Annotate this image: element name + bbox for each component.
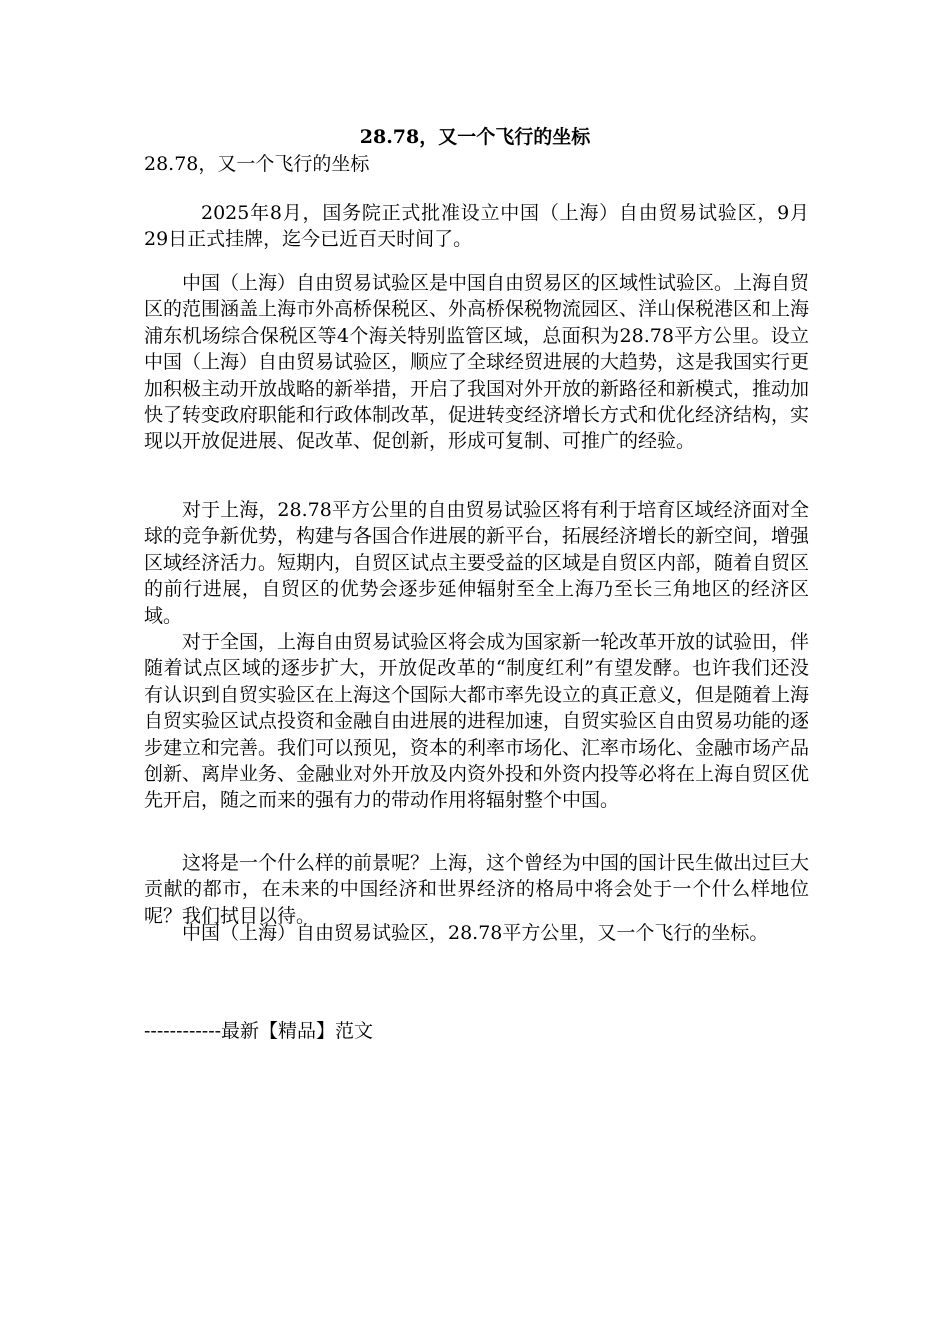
paragraph-nation: 对于全国，上海自由贸易试验区将会成为国家新一轮改革开放的试验田，伴随着试点区域的逐步扩大，开放促改革的“制度红利”有望发酵。也许我们还没有认识到自贸实验区在上海这个国际大都市率先设立的真正意义，但是随着上海自贸实验区试点投资和金融自由进展的进程加速，自贸实验区自由贸易功能的逐步建立和完善。我们可以预见，资本的利率市场化、汇率市场化、金融市场产品创新、离岸业务、金融业对外开放及内资外投和外资内投等必将在上海自贸区优先开启，随之而来的强有力的带动作用将辐射整个中国。: [144, 631, 810, 812]
paragraph-intro: 2025年8月，国务院正式批准设立中国（上海）自由贸易试验区，9月29日正式挂牌，迄今已近百天时间了。: [144, 202, 809, 251]
document-title: 28.78，又一个飞行的坐标: [359, 126, 591, 148]
document-footer: ------------最新【精品】范文: [144, 1020, 374, 1042]
paragraph-outlook: 这将是一个什么样的前景呢？上海，这个曾经为中国的国计民生做出过巨大贡献的都市，在未来的中国经济和世界经济的格局中将会处于一个什么样地位呢？我们拭目以待。: [144, 852, 810, 927]
paragraph-shanghai: 对于上海，28.78平方公里的自由贸易试验区将有利于培育区域经济面对全球的竞争新优势，构建与各国合作进展的新平台，拓展经济增长的新空间，增强区域经济活力。短期内，自贸区试点主要受益的区域是自贸区内部，随着自贸区的前行进展，自贸区的优势会逐步延伸辐射至全上海乃至长三角地区的经济区域。: [144, 499, 810, 627]
document-subtitle: 28.78，又一个飞行的坐标: [144, 153, 370, 175]
paragraph-overview: 中国（上海）自由贸易试验区是中国自由贸易区的区域性试验区。上海自贸区的范围涵盖上海市外高桥保税区、外高桥保税物流园区、洋山保税港区和上海浦东机场综合保税区等4个海关特别监管区域，总面积为28.78平方公里。设立中国（上海）自由贸易试验区，顺应了全球经贸进展的大趋势，这是我国实行更加积极主动开放战略的新举措，开启了我国对外开放的新路径和新模式，推动加快了转变政府职能和行政体制改革，促进转变经济增长方式和优化经济结构，实现以开放促进展、促改革、促创新，形成可复制、可推广的经验。: [144, 272, 810, 453]
paragraph-closing: 中国（上海）自由贸易试验区，28.78平方公里，又一个飞行的坐标。: [182, 922, 769, 944]
